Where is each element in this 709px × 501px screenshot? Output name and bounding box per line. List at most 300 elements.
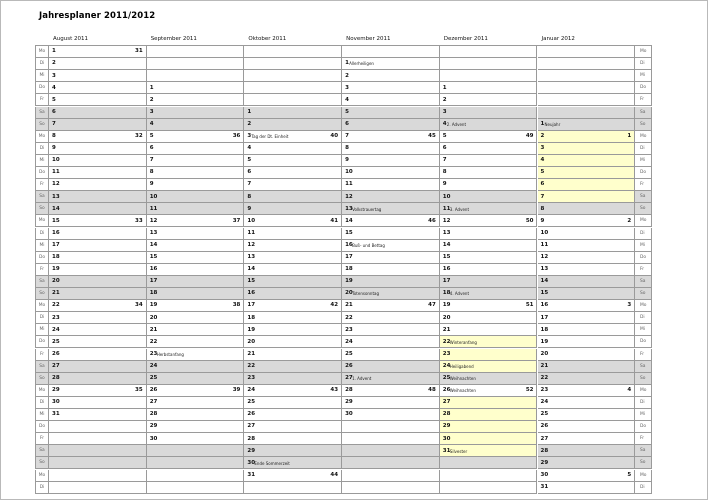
day-cell[interactable] (49, 58, 147, 70)
day-cell[interactable] (49, 300, 147, 312)
day-number: 13 (247, 254, 256, 261)
day-cell[interactable] (538, 385, 636, 397)
week-number: 45 (428, 133, 436, 140)
day-number: 7 (442, 157, 447, 164)
day-cell[interactable] (342, 240, 440, 252)
day-cell[interactable] (440, 228, 538, 240)
day-cell[interactable] (49, 252, 147, 264)
day-cell[interactable] (147, 288, 245, 300)
day-number: 24 (149, 362, 158, 369)
day-cell[interactable] (538, 228, 636, 240)
week-number: 46 (428, 217, 436, 224)
weekday-label-right: So (635, 203, 652, 215)
day-cell[interactable] (440, 155, 538, 167)
day-cell[interactable] (538, 421, 636, 433)
day-number: 5 (52, 96, 56, 103)
day-cell[interactable] (538, 324, 636, 336)
day-cell[interactable] (538, 361, 636, 373)
day-number: 9 (52, 145, 56, 152)
day-cell[interactable] (440, 179, 538, 191)
day-cell[interactable] (49, 82, 147, 94)
day-cell[interactable] (342, 373, 440, 385)
day-number: 8 (442, 169, 447, 176)
day-cell[interactable] (49, 349, 147, 361)
weekday-label-right: Mo (635, 470, 652, 482)
day-number: 30 (540, 471, 549, 478)
day-number: 21 (149, 326, 158, 333)
day-cell[interactable] (440, 131, 538, 143)
day-number: 29 (442, 423, 451, 430)
day-cell[interactable] (147, 300, 245, 312)
day-number: 25 (540, 411, 549, 418)
day-cell[interactable] (147, 336, 245, 348)
day-cell[interactable] (49, 191, 147, 203)
day-number: 21 (540, 362, 549, 369)
day-cell[interactable] (244, 191, 342, 203)
weekday-label-right: Fr (635, 433, 652, 445)
day-cell[interactable] (440, 252, 538, 264)
weekday-label-right: Fr (635, 179, 652, 191)
day-cell[interactable] (440, 349, 538, 361)
day-cell[interactable] (49, 179, 147, 191)
day-cell[interactable] (49, 240, 147, 252)
day-cell[interactable] (49, 167, 147, 179)
day-cell[interactable] (244, 167, 342, 179)
day-number: 31 (52, 411, 60, 418)
day-number: 3 (52, 72, 56, 79)
day-cell[interactable] (244, 349, 342, 361)
empty-cell (147, 70, 245, 82)
day-cell[interactable] (147, 373, 245, 385)
day-cell[interactable] (342, 94, 440, 106)
empty-cell (244, 70, 342, 82)
day-cell[interactable] (147, 203, 245, 215)
weekday-label-left: Mi (35, 409, 49, 421)
day-cell[interactable] (440, 203, 538, 215)
day-cell[interactable] (49, 336, 147, 348)
day-number: 7 (149, 157, 154, 164)
day-number: 5 (442, 133, 447, 140)
day-cell[interactable] (49, 385, 147, 397)
empty-cell (342, 421, 440, 433)
day-cell[interactable] (49, 131, 147, 143)
weekday-label-right: Mo (635, 385, 652, 397)
day-cell[interactable] (147, 252, 245, 264)
day-cell[interactable] (49, 276, 147, 288)
day-cell[interactable] (244, 385, 342, 397)
day-cell[interactable] (342, 300, 440, 312)
day-cell[interactable] (342, 58, 440, 70)
empty-cell (440, 482, 538, 494)
day-cell[interactable] (49, 215, 147, 227)
holiday-label: Silvester (449, 448, 468, 454)
day-cell[interactable] (538, 252, 636, 264)
day-cell[interactable] (342, 324, 440, 336)
day-cell[interactable] (342, 228, 440, 240)
day-cell[interactable] (244, 373, 342, 385)
day-cell[interactable] (538, 373, 636, 385)
day-number: 30 (247, 459, 256, 466)
day-number: 5 (247, 157, 252, 164)
day-cell[interactable] (49, 324, 147, 336)
day-cell[interactable] (49, 312, 147, 324)
day-cell[interactable] (538, 143, 636, 155)
week-number: 34 (135, 302, 143, 309)
day-cell[interactable] (244, 445, 342, 457)
day-cell[interactable] (538, 264, 636, 276)
day-number: 4 (52, 84, 56, 91)
day-cell[interactable] (49, 94, 147, 106)
day-cell[interactable] (342, 107, 440, 119)
day-cell[interactable] (342, 167, 440, 179)
day-cell[interactable] (244, 228, 342, 240)
day-cell[interactable] (244, 300, 342, 312)
day-cell[interactable] (49, 264, 147, 276)
week-number: 43 (330, 387, 339, 394)
week-number: 2 (627, 217, 632, 224)
day-cell[interactable] (49, 228, 147, 240)
day-cell[interactable] (147, 179, 245, 191)
day-number: 11 (442, 205, 451, 212)
day-cell[interactable] (147, 191, 245, 203)
day-number: 25 (442, 375, 451, 382)
day-number: 8 (540, 205, 545, 212)
weekday-label-right: Mo (635, 300, 652, 312)
day-cell[interactable] (147, 421, 245, 433)
day-number: 31 (540, 483, 549, 490)
month-header: Oktober 2011 (248, 36, 287, 42)
day-cell[interactable] (538, 215, 636, 227)
day-cell[interactable] (440, 167, 538, 179)
day-number: 31 (247, 471, 256, 478)
day-number: 29 (247, 447, 256, 454)
day-cell[interactable] (342, 288, 440, 300)
day-cell[interactable] (342, 312, 440, 324)
day-cell[interactable] (440, 409, 538, 421)
day-cell[interactable] (342, 143, 440, 155)
day-cell[interactable] (342, 191, 440, 203)
empty-cell (538, 94, 636, 106)
day-cell[interactable] (147, 131, 245, 143)
weekday-label-left: Fr (35, 94, 49, 106)
day-number: 18 (345, 266, 353, 273)
day-cell[interactable] (440, 421, 538, 433)
day-number: 7 (540, 193, 545, 200)
day-number: 23 (149, 350, 158, 357)
day-cell[interactable] (49, 107, 147, 119)
week-number: 39 (232, 387, 241, 394)
day-cell[interactable] (538, 482, 636, 494)
day-cell[interactable] (538, 349, 636, 361)
day-cell[interactable] (147, 312, 245, 324)
day-cell[interactable] (244, 421, 342, 433)
day-cell[interactable] (147, 167, 245, 179)
day-cell[interactable] (538, 445, 636, 457)
weekday-label-right: Fr (635, 264, 652, 276)
day-cell[interactable] (49, 46, 147, 58)
day-cell[interactable] (342, 215, 440, 227)
day-number: 1 (442, 84, 447, 91)
day-number: 24 (52, 326, 60, 333)
day-cell[interactable] (342, 409, 440, 421)
day-cell[interactable] (244, 312, 342, 324)
empty-cell (147, 457, 245, 469)
day-number: 14 (247, 266, 256, 273)
weekday-label-left: Fr (35, 179, 49, 191)
day-cell[interactable] (49, 397, 147, 409)
day-cell[interactable] (440, 276, 538, 288)
day-number: 27 (149, 399, 158, 406)
day-number: 21 (442, 326, 451, 333)
empty-cell (342, 445, 440, 457)
day-cell[interactable] (342, 70, 440, 82)
month-header: August 2011 (53, 36, 88, 42)
day-number: 11 (540, 241, 549, 248)
day-number: 14 (540, 278, 549, 285)
day-cell[interactable] (244, 264, 342, 276)
day-cell[interactable] (440, 240, 538, 252)
day-cell[interactable] (538, 457, 636, 469)
day-cell[interactable] (538, 191, 636, 203)
day-cell[interactable] (147, 276, 245, 288)
day-cell[interactable] (147, 228, 245, 240)
day-number: 22 (345, 314, 353, 321)
day-number: 10 (540, 229, 549, 236)
day-cell[interactable] (244, 276, 342, 288)
day-cell[interactable] (147, 397, 245, 409)
day-cell[interactable] (440, 385, 538, 397)
day-number: 14 (52, 205, 60, 212)
day-number: 15 (247, 278, 256, 285)
day-cell[interactable] (538, 397, 636, 409)
day-number: 9 (149, 181, 154, 188)
day-cell[interactable] (440, 397, 538, 409)
day-cell[interactable] (49, 409, 147, 421)
day-cell[interactable] (538, 203, 636, 215)
day-cell[interactable] (538, 470, 636, 482)
weekday-label-left: Sa (35, 191, 49, 203)
week-number: 49 (525, 133, 534, 140)
day-number: 9 (540, 217, 545, 224)
day-number: 6 (247, 169, 252, 176)
day-cell[interactable] (244, 155, 342, 167)
day-number: 8 (149, 169, 154, 176)
day-cell[interactable] (342, 82, 440, 94)
day-number: 11 (345, 181, 353, 188)
day-cell[interactable] (147, 155, 245, 167)
day-cell[interactable] (538, 300, 636, 312)
day-cell[interactable] (342, 264, 440, 276)
day-number: 1 (52, 48, 56, 55)
day-cell[interactable] (147, 361, 245, 373)
day-number: 25 (345, 350, 353, 357)
day-cell[interactable] (147, 119, 245, 131)
day-cell[interactable] (244, 288, 342, 300)
day-cell[interactable] (147, 82, 245, 94)
day-cell[interactable] (538, 240, 636, 252)
day-cell[interactable] (538, 409, 636, 421)
week-number: 51 (525, 302, 534, 309)
day-cell[interactable] (538, 155, 636, 167)
day-cell[interactable] (440, 143, 538, 155)
day-cell[interactable] (342, 349, 440, 361)
day-number: 18 (52, 254, 60, 261)
day-number: 3 (540, 145, 545, 152)
day-cell[interactable] (244, 131, 342, 143)
day-cell[interactable] (538, 167, 636, 179)
day-number: 16 (149, 266, 158, 273)
day-cell[interactable] (440, 215, 538, 227)
day-cell[interactable] (49, 143, 147, 155)
day-cell[interactable] (147, 107, 245, 119)
day-number: 4 (442, 120, 447, 127)
day-cell[interactable] (538, 288, 636, 300)
day-cell[interactable] (440, 94, 538, 106)
day-cell[interactable] (440, 445, 538, 457)
day-cell[interactable] (342, 155, 440, 167)
holiday-label: 2. Advent (446, 121, 467, 127)
day-cell[interactable] (440, 264, 538, 276)
weekday-label-left: So (35, 288, 49, 300)
day-cell[interactable] (440, 191, 538, 203)
day-cell[interactable] (440, 336, 538, 348)
day-cell[interactable] (342, 336, 440, 348)
day-cell[interactable] (440, 119, 538, 131)
day-cell[interactable] (147, 433, 245, 445)
day-cell[interactable] (440, 433, 538, 445)
day-cell[interactable] (538, 276, 636, 288)
empty-cell (147, 482, 245, 494)
day-number: 19 (52, 266, 60, 273)
weekday-label-right: Fr (635, 349, 652, 361)
day-cell[interactable] (440, 288, 538, 300)
day-number: 20 (540, 350, 549, 357)
day-number: 28 (540, 447, 549, 454)
day-cell[interactable] (342, 252, 440, 264)
day-cell[interactable] (147, 409, 245, 421)
day-number: 6 (149, 145, 154, 152)
day-cell[interactable] (244, 203, 342, 215)
day-cell[interactable] (147, 215, 245, 227)
day-number: 5 (345, 108, 349, 115)
day-cell[interactable] (244, 397, 342, 409)
day-cell[interactable] (538, 119, 636, 131)
day-cell[interactable] (49, 203, 147, 215)
day-number: 17 (149, 278, 158, 285)
day-number: 11 (247, 229, 256, 236)
day-cell[interactable] (244, 215, 342, 227)
day-cell[interactable] (49, 155, 147, 167)
day-cell[interactable] (440, 373, 538, 385)
week-number: 35 (135, 387, 143, 394)
day-cell[interactable] (244, 336, 342, 348)
day-cell[interactable] (244, 409, 342, 421)
empty-cell (49, 457, 147, 469)
day-cell[interactable] (147, 143, 245, 155)
holiday-label: Ende Sommerzeit (254, 460, 290, 466)
day-cell[interactable] (49, 361, 147, 373)
weekday-label-right: Mo (635, 131, 652, 143)
day-cell[interactable] (440, 361, 538, 373)
weekday-label-right: Mi (635, 240, 652, 252)
day-cell[interactable] (538, 179, 636, 191)
day-number: 12 (540, 254, 549, 261)
day-number: 28 (52, 375, 60, 382)
day-cell[interactable] (244, 240, 342, 252)
day-cell[interactable] (440, 300, 538, 312)
day-cell[interactable] (440, 82, 538, 94)
week-number: 5 (627, 471, 632, 478)
day-cell[interactable] (244, 324, 342, 336)
day-cell[interactable] (147, 324, 245, 336)
day-cell[interactable] (49, 373, 147, 385)
day-number: 6 (52, 108, 56, 115)
day-number: 17 (247, 302, 256, 309)
empty-cell (147, 445, 245, 457)
day-cell[interactable] (244, 470, 342, 482)
day-cell[interactable] (244, 119, 342, 131)
weekday-label-left: Do (35, 82, 49, 94)
day-cell[interactable] (440, 312, 538, 324)
day-cell[interactable] (538, 312, 636, 324)
day-number: 14 (149, 241, 158, 248)
day-cell[interactable] (342, 119, 440, 131)
day-cell[interactable] (342, 179, 440, 191)
day-cell[interactable] (538, 336, 636, 348)
day-cell[interactable] (244, 361, 342, 373)
day-cell[interactable] (342, 361, 440, 373)
day-cell[interactable] (244, 179, 342, 191)
day-number: 16 (442, 266, 451, 273)
day-cell[interactable] (147, 94, 245, 106)
day-cell[interactable] (147, 349, 245, 361)
day-cell[interactable] (49, 288, 147, 300)
day-cell[interactable] (147, 240, 245, 252)
weekday-label-left: Di (35, 482, 49, 494)
day-cell[interactable] (342, 131, 440, 143)
day-number: 27 (540, 435, 549, 442)
day-number: 12 (149, 217, 158, 224)
empty-cell (244, 82, 342, 94)
day-cell[interactable] (342, 276, 440, 288)
weekday-label-left: Di (35, 58, 49, 70)
weekday-label-right: Mi (635, 409, 652, 421)
day-number: 9 (442, 181, 447, 188)
day-cell[interactable] (244, 252, 342, 264)
day-cell[interactable] (244, 433, 342, 445)
day-cell[interactable] (342, 203, 440, 215)
day-number: 2 (149, 96, 154, 103)
day-cell[interactable] (440, 324, 538, 336)
day-cell[interactable] (49, 70, 147, 82)
day-cell[interactable] (342, 385, 440, 397)
day-cell[interactable] (244, 107, 342, 119)
day-cell[interactable] (147, 264, 245, 276)
day-cell[interactable] (147, 385, 245, 397)
empty-cell (538, 46, 636, 58)
day-cell[interactable] (244, 143, 342, 155)
day-cell[interactable] (538, 433, 636, 445)
weekday-label-right: Di (635, 58, 652, 70)
day-number: 18 (540, 326, 549, 333)
day-cell[interactable] (440, 107, 538, 119)
day-number: 4 (149, 120, 154, 127)
day-cell[interactable] (538, 131, 636, 143)
day-cell[interactable] (244, 457, 342, 469)
day-cell[interactable] (342, 397, 440, 409)
day-cell[interactable] (49, 119, 147, 131)
weekday-label-left: Mi (35, 70, 49, 82)
